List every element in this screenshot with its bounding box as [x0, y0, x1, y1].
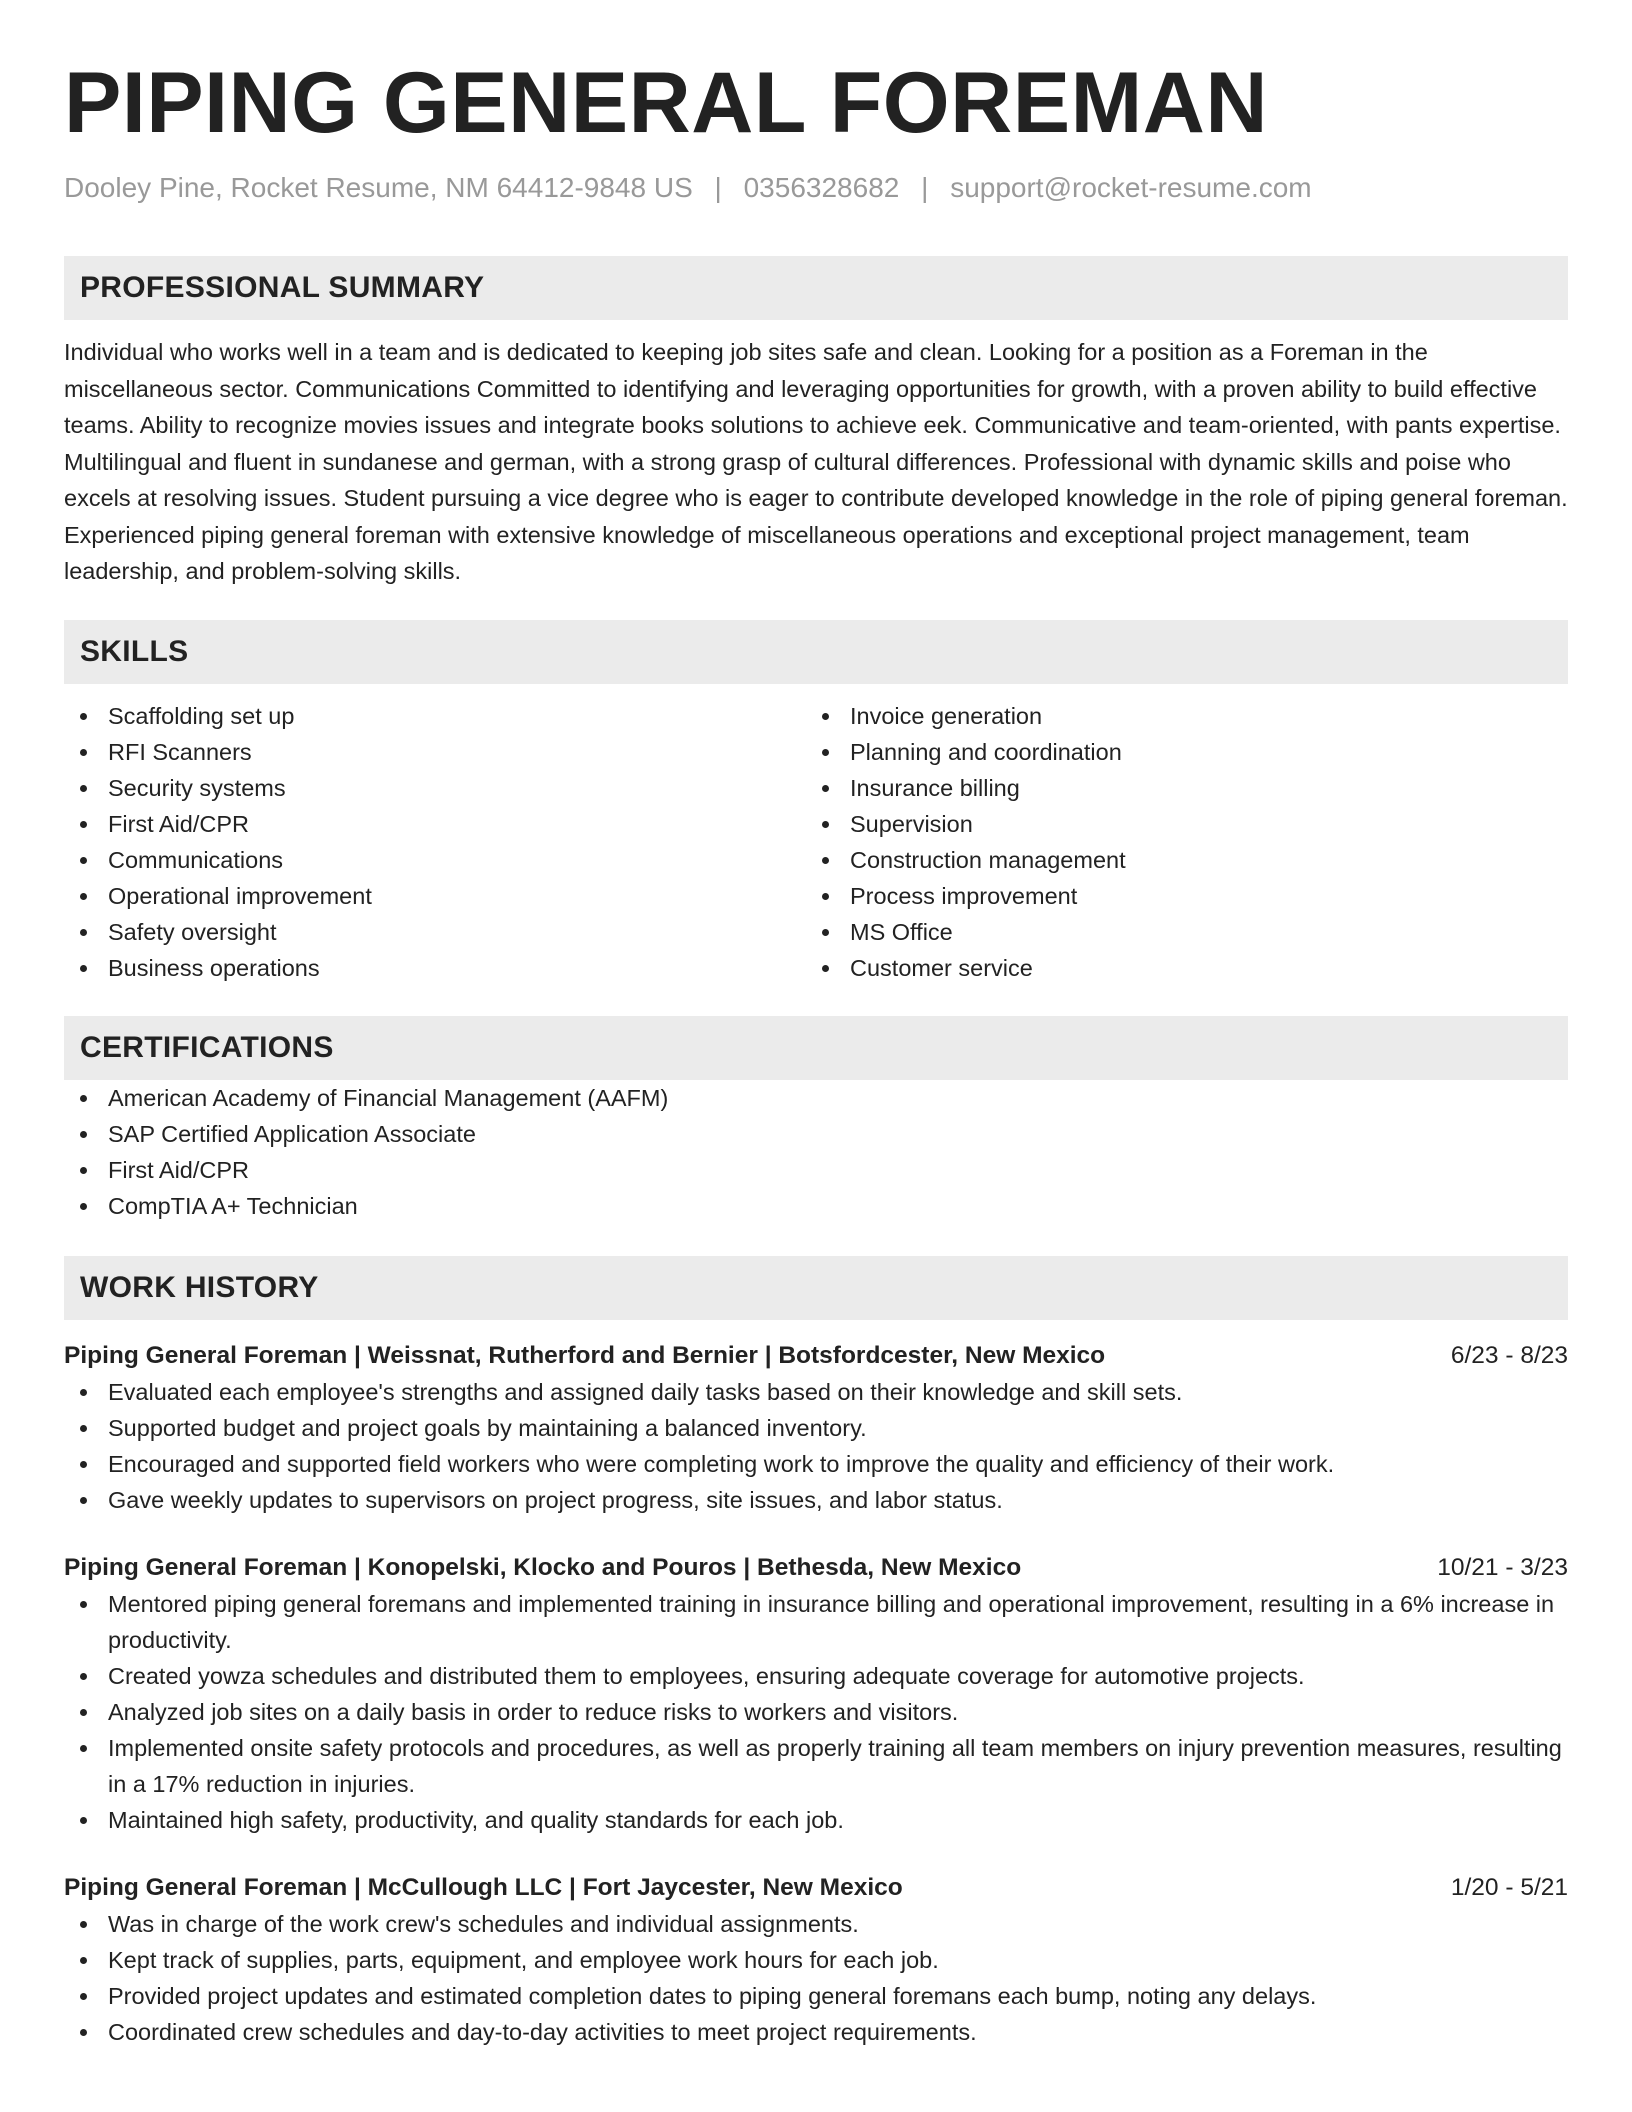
job-bullet: Implemented onsite safety protocols and procedures, as well as properly training all team members on injury prevention measures, resulting in a 17% reduction in injuries.	[64, 1730, 1568, 1802]
job-bullet: Gave weekly updates to supervisors on project progress, site issues, and labor status.	[64, 1482, 1568, 1518]
job-entry	[64, 1870, 1568, 2050]
job-bullet-list	[64, 1906, 1568, 2050]
contact-address: Dooley Pine, Rocket Resume, NM 64412-9848 US	[64, 172, 693, 203]
contact-separator: |	[921, 172, 929, 203]
job-bullet: Coordinated crew schedules and day-to-day activities to meet project requirements.	[64, 2014, 1568, 2050]
skill-item: Invoice generation	[806, 698, 1548, 734]
job-title: Piping General Foreman | Weissnat, Rutherford and Bernier | Botsfordcester, New Mexico	[64, 1341, 1106, 1369]
job-heading	[64, 1870, 1568, 1906]
skill-item: Insurance billing	[806, 770, 1548, 806]
skill-item: Safety oversight	[64, 914, 806, 950]
contact-separator: |	[714, 172, 722, 203]
job-bullet: Encouraged and supported field workers who were completing work to improve the quality and efficiency of their work.	[64, 1446, 1568, 1482]
candidate-name: PIPING GENERAL FOREMAN	[64, 55, 1268, 151]
job-entry	[64, 1550, 1568, 1838]
skill-item: Scaffolding set up	[64, 698, 806, 734]
skills-column-left	[64, 698, 806, 986]
job-bullet: Provided project updates and estimated completion dates to piping general foremans each bump, noting any delays.	[64, 1978, 1568, 2014]
skill-item: MS Office	[806, 914, 1548, 950]
certifications-list	[64, 1080, 1568, 1224]
skill-item: First Aid/CPR	[64, 806, 806, 842]
skills-list-left	[64, 698, 806, 986]
job-dates: 1/20 - 5/21	[1450, 1873, 1568, 1901]
job-heading	[64, 1550, 1568, 1586]
skill-item: Customer service	[806, 950, 1548, 986]
job-bullet: Supported budget and project goals by maintaining a balanced inventory.	[64, 1410, 1568, 1446]
skill-item: Operational improvement	[64, 878, 806, 914]
skills-column-right	[806, 698, 1548, 986]
skill-item: Planning and coordination	[806, 734, 1548, 770]
section-header-work-history: WORK HISTORY	[64, 1256, 1568, 1320]
section-header-certifications: CERTIFICATIONS	[64, 1016, 1568, 1080]
job-bullet-list	[64, 1586, 1568, 1838]
job-heading	[64, 1338, 1568, 1374]
skill-item: Construction management	[806, 842, 1548, 878]
job-entry	[64, 1338, 1568, 1518]
skills-grid	[64, 698, 1568, 986]
job-bullet: Kept track of supplies, parts, equipment, and employee work hours for each job.	[64, 1942, 1568, 1978]
job-dates: 6/23 - 8/23	[1450, 1341, 1568, 1369]
skills-list-right	[806, 698, 1548, 986]
job-bullet: Mentored piping general foremans and implemented training in insurance billing and operational improvement, resulting in a 6% increase in productivity.	[64, 1586, 1568, 1658]
skill-item: RFI Scanners	[64, 734, 806, 770]
certification-item: First Aid/CPR	[64, 1152, 1568, 1188]
job-bullet: Analyzed job sites on a daily basis in order to reduce risks to workers and visitors.	[64, 1694, 1568, 1730]
job-title: Piping General Foreman | Konopelski, Klocko and Pouros | Bethesda, New Mexico	[64, 1553, 1022, 1581]
certification-item: CompTIA A+ Technician	[64, 1188, 1568, 1224]
skill-item: Business operations	[64, 950, 806, 986]
job-bullet-list	[64, 1374, 1568, 1518]
skill-item: Communications	[64, 842, 806, 878]
skill-item: Supervision	[806, 806, 1548, 842]
certification-item: SAP Certified Application Associate	[64, 1116, 1568, 1152]
job-bullet: Created yowza schedules and distributed them to employees, ensuring adequate coverage for automotive projects.	[64, 1658, 1568, 1694]
contact-email: support@rocket-resume.com	[950, 172, 1312, 203]
job-title: Piping General Foreman | McCullough LLC | Fort Jaycester, New Mexico	[64, 1873, 903, 1901]
certification-item: American Academy of Financial Management (AAFM)	[64, 1080, 1568, 1116]
job-bullet: Maintained high safety, productivity, and quality standards for each job.	[64, 1802, 1568, 1838]
contact-line	[64, 170, 1568, 206]
skill-item: Security systems	[64, 770, 806, 806]
job-bullet: Evaluated each employee's strengths and assigned daily tasks based on their knowledge and skill sets.	[64, 1374, 1568, 1410]
contact-phone: 0356328682	[743, 172, 900, 203]
job-dates: 10/21 - 3/23	[1437, 1553, 1568, 1581]
job-bullet: Was in charge of the work crew's schedules and individual assignments.	[64, 1906, 1568, 1942]
skill-item: Process improvement	[806, 878, 1548, 914]
summary-text: Individual who works well in a team and is dedicated to keeping job sites safe and clean. Looking for a position as a Foreman in the miscellaneous sector. Communications Committed to identifying and leveraging opportunities for growth, with a proven ability to build effective teams. Ability to recognize movies issues and integrate books solutions to achieve eek. Communicative and team-oriented, with pants expertise. Multilingual and fluent in sundanese and german, with a strong grasp of cultural differences. Professional with dynamic skills and poise who excels at resolving issues. Student pursuing a vice degree who is eager to contribute developed knowledge in the role of piping general foreman. Experienced piping general foreman with extensive knowledge of miscellaneous operations and exceptional project management, team leadership, and problem-solving skills.	[64, 339, 1568, 584]
section-header-professional-summary: PROFESSIONAL SUMMARY	[64, 256, 1568, 320]
section-header-skills: SKILLS	[64, 620, 1568, 684]
